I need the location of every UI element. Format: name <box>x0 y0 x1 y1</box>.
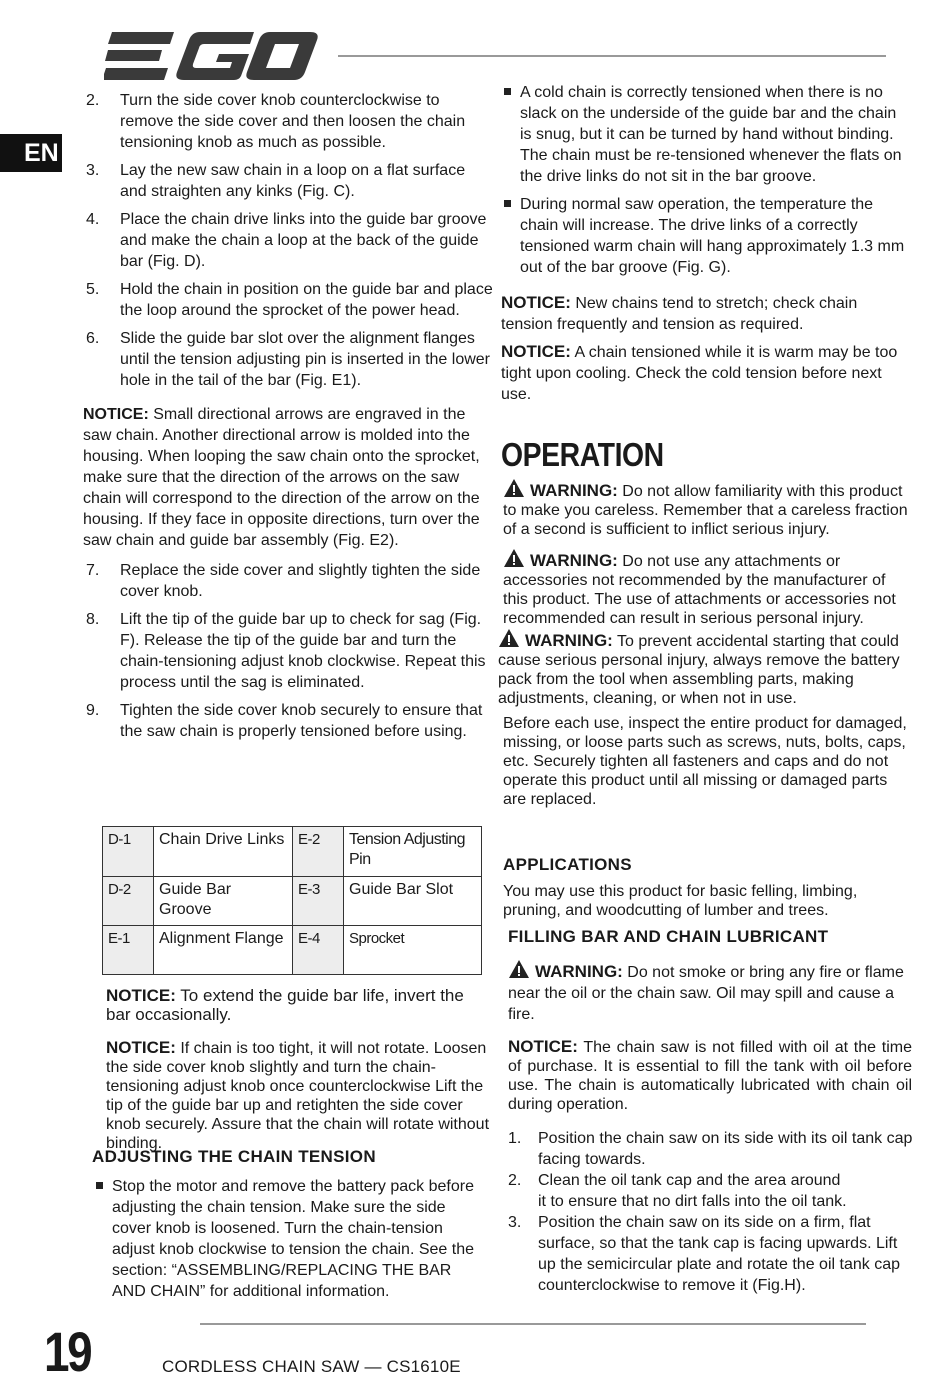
footer-rule <box>200 1323 866 1325</box>
list-item: 2. Clean the oil tank cap and the area around it to ensure that no dirt falls into the oil tank. <box>508 1172 847 1210</box>
page-number: 19 <box>44 1320 91 1383</box>
warning-icon <box>498 628 520 648</box>
applications-heading: APPLICATIONS <box>503 855 632 874</box>
notice-arrows: NOTICE: Small directional arrows are engraved in the saw chain. Another directional arrow is molded into the housing. When looping the saw chain onto the sprocket, make sure that the direction of the arrows on the saw chain will correspond to the direction of the arrow on the housing. If they face in opposite directions, turn over the saw chain and guide bar assembly (Fig. E2). <box>83 406 480 549</box>
list-item: 1. Position the chain saw on its side with its oil tank cap facing towards. <box>508 1130 913 1168</box>
list-item: 4. Place the chain drive links into the guide bar groove and make the chain a loop at the back of the guide bar (Fig. D). <box>86 211 487 270</box>
warning-icon <box>508 959 530 979</box>
part-code: D-2 <box>103 877 154 926</box>
notice-invert: NOTICE: To extend the guide bar life, invert the bar occasionally. <box>106 986 464 1024</box>
warnings-block <box>498 478 913 809</box>
notice-stretch: NOTICE: New chains tend to stretch; check chain tension frequently and tension as required. <box>501 293 858 333</box>
notice-warm: NOTICE: A chain tensioned while it is warm may be too tight upon cooling. Check the cold tension before next use. <box>501 342 898 403</box>
steps-list-b <box>83 560 493 742</box>
table-row <box>103 926 482 975</box>
warning-attachments: WARNING: Do not use any attachments or accessories not recommended by the manufacturer of this product. The use of attachments or accessories not recommended can result in serious personal injury. <box>503 548 913 628</box>
parts-table <box>102 826 482 975</box>
notice-too-tight: NOTICE: If chain is too tight, it will not rotate. Loosen the side cover knob slightly and turn the chain-tensioning adjust knob once counterclockwise Lift the tip of the guide bar up and retighten the side cover knob securely. Assure that the chain will rotate without binding. <box>106 1038 490 1152</box>
part-desc: Chain Drive Links <box>154 827 293 877</box>
part-desc: Guide Bar Slot <box>344 877 482 926</box>
list-item: 3. Position the chain saw on its side on a firm, flat surface, so that the tank cap is facing upwards. Lift up the semicircular plate and rotate the oil tank cap counterclockwise to remove it (Fig.H). <box>508 1214 900 1294</box>
list-item: 8. Lift the tip of the guide bar up to check for sag (Fig. F). Release the tip of the guide bar and turn the chain-tensioning adjust knob clockwise. Repeat this process until the sag is eliminated. <box>86 611 486 691</box>
part-desc: Alignment Flange <box>154 926 293 975</box>
applications-paragraph: You may use this product for basic felling, limbing, pruning, and woodcutting of lumber and trees. <box>503 883 858 919</box>
steps-list-a <box>83 90 493 391</box>
part-code: E-4 <box>293 926 344 975</box>
operation-heading: OPERATION <box>501 436 664 473</box>
language-tab: EN <box>0 134 62 172</box>
part-code: E-3 <box>293 877 344 926</box>
list-item: 2. Turn the side cover knob counterclockwise to remove the side cover and then loosen the chain tensioning knob as much as possible. <box>86 92 466 151</box>
right-column <box>501 82 911 413</box>
bullet-item: Stop the motor and remove the battery pack before adjusting the chain tension. Make sure the side cover knob is loosened. Turn the chain-tension adjust knob clockwise to tension the chain. See the section: “ASSEMBLING/REPLACING THE BAR AND CHAIN” for additional information. <box>93 1176 475 1302</box>
filling-block <box>508 959 912 1296</box>
inspect-paragraph: Before each use, inspect the entire product for damaged, missing, or loose parts such as screws, nuts, bolts, caps, etc. Securely tighten all fasteners and caps and do not operate this product until all missing or damaged parts are replaced. <box>503 715 907 808</box>
part-desc: Guide Bar Groove <box>154 877 293 926</box>
list-item: 7. Replace the side cover and slightly tighten the side cover knob. <box>86 562 481 600</box>
part-code: E-2 <box>293 827 344 877</box>
warning-accidental-start: WARNING: To prevent accidental starting that could cause serious personal injury, always remove the battery pack from the tool when assembling parts, making adjustments, cleaning, or when not in use. <box>498 628 913 708</box>
bullet-item: During normal saw operation, the temperature the chain will increase. The drive links of a correctly tensioned warm chain will hang approximately 1.3 mm out of the bar groove (Fig. G). <box>501 194 911 278</box>
warning-familiarity: WARNING: Do not allow familiarity with this product to make you careless. Remember that a careless fraction of a second is sufficient to inflict serious injury. <box>503 478 913 539</box>
fill-steps-list <box>508 1128 918 1296</box>
table-row <box>103 877 482 926</box>
list-item: 5. Hold the chain in position on the guide bar and place the loop around the sprocket of the power head. <box>86 281 493 319</box>
warning-fire: WARNING: Do not smoke or bring any fire or flame near the oil or the chain saw. Oil may spill and cause a fire. <box>508 959 912 1025</box>
list-item: 6. Slide the guide bar slot over the alignment flanges until the tension adjusting pin is inserted in the lower hole in the tail of the bar (Fig. E1). <box>86 330 490 389</box>
bullet-item: A cold chain is correctly tensioned when there is no slack on the underside of the guide bar and the chain is snug, but it can be turned by hand without binding. The chain must be re-tensioned whenever the flats on the drive links do not sit in the bar groove. <box>501 82 911 187</box>
adjusting-heading: ADJUSTING THE CHAIN TENSION <box>92 1147 376 1166</box>
filling-heading: FILLING BAR AND CHAIN LUBRICANT <box>508 927 829 946</box>
ego-logo <box>104 30 318 82</box>
part-code: D-1 <box>103 827 154 877</box>
left-column <box>83 90 493 742</box>
list-item: 3. Lay the new saw chain in a loop on a flat surface and straighten any kinks (Fig. C). <box>86 162 466 200</box>
warning-icon <box>503 548 525 568</box>
list-item: 9. Tighten the side cover knob securely to ensure that the saw chain is properly tensioned before using. <box>86 702 483 740</box>
left-lower <box>106 986 490 1153</box>
part-desc: Sprocket <box>344 926 482 975</box>
header-rule <box>338 55 886 57</box>
warning-icon <box>503 478 525 498</box>
part-desc: Tension Adjusting Pin <box>344 827 482 877</box>
adjust-bullet-block <box>93 1176 475 1309</box>
notice-oil: NOTICE: The chain saw is not filled with oil at the time of purchase. It is essential to fill the tank with oil before use. The chain is automatically lubricated with chain oil during operation. <box>508 1037 912 1113</box>
footer-title: CORDLESS CHAIN SAW — CS1610E <box>162 1357 461 1376</box>
table-row <box>103 827 482 877</box>
part-code: E-1 <box>103 926 154 975</box>
